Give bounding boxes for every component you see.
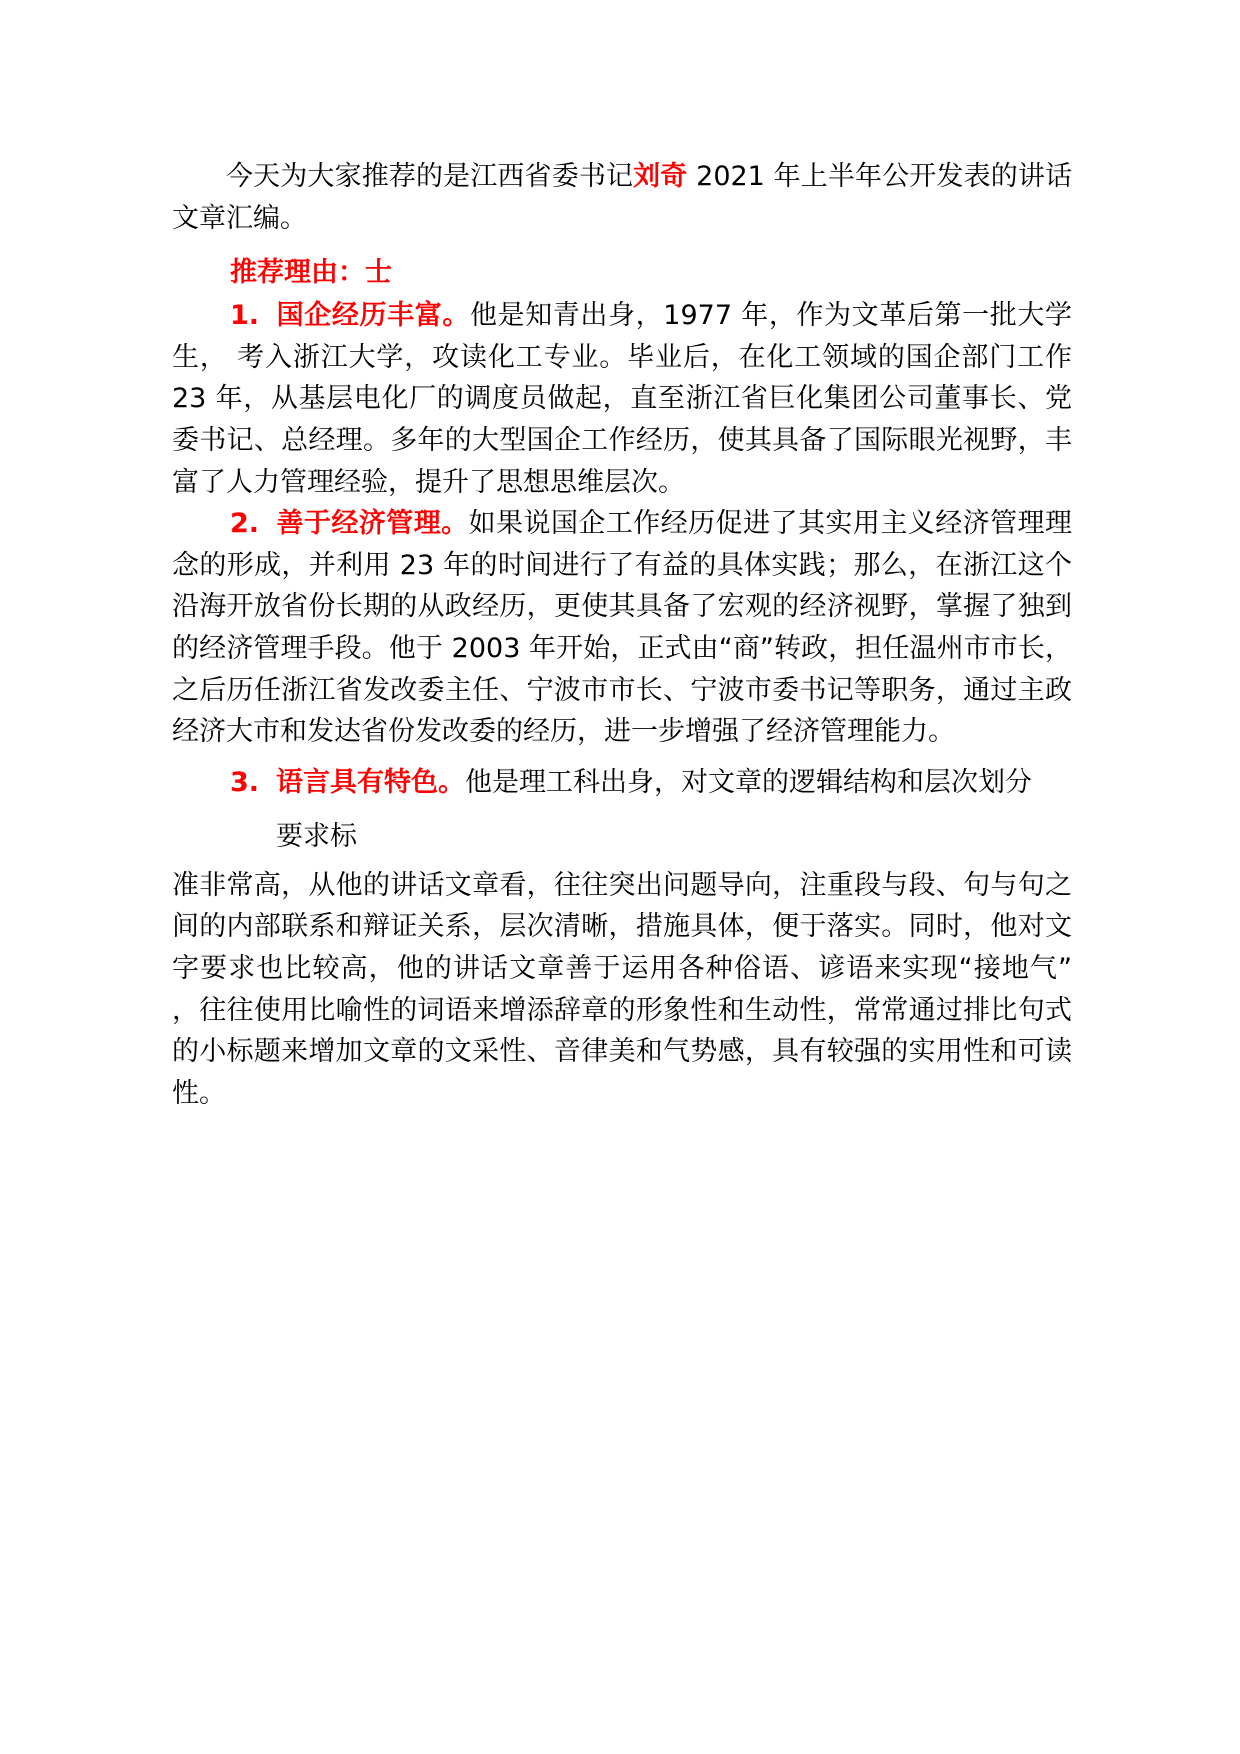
intro-text-after: 2021 年上半年公开发表的讲话文章汇编。	[172, 161, 1072, 234]
item-body: 他是知青出身，1977 年，作为文革后第一批大学生， 考入浙江大学，攻读化工专业。毕业后，在化工领域的国企部门工作 23 年，从基层电化厂的调度员做起，直至浙江省巨化集团公司董事长、党委书记、总经理。多年的大型国企工作经历，使其具备了国际眼光视野，丰富了人力管理经验，提升了思想思维层次。	[172, 300, 1073, 498]
item-first-line	[172, 761, 1072, 805]
list-item	[172, 761, 1072, 1115]
item-title: 国企经历丰富。	[276, 300, 470, 332]
item-number: 3.	[230, 766, 260, 798]
item-body: 如果说国企工作经历促进了其实用主义经济管理理念的形成，并利用 23 年的时间进行了有益的具体实践；那么，在浙江这个沿海开放省份长期的从政经历，更使其具备了宏观的经济视野，掌握了独到的经济管理手段。他于 2003 年开始，正式由“商”转政，担任温州市市长，之后历任浙江省发改委主任、宁波市市长、宁波市委书记等职务，通过主政经济大市和发达省份发改委的经历，进一步增强了经济管理能力。	[172, 508, 1073, 748]
item-title: 语言具有特色。	[276, 766, 465, 798]
item-title: 善于经济管理。	[276, 508, 469, 540]
intro-text-before: 今天为大家推荐的是江西省委书记	[226, 161, 634, 192]
highlighted-name: 刘奇	[633, 161, 688, 192]
list-item	[172, 503, 1072, 753]
document-body	[172, 156, 1072, 1114]
item-number: 1.	[230, 300, 260, 332]
item-body-rest: 准非常高，从他的讲话文章看，往往突出问题导向，注重段与段、句与句之间的内部联系和辩证关系，层次清晰，措施具体，便于落实。同时，他对文字要求也比较高，他的讲话文章善于运用各种俗语、谚语来实现“接地气” ，往往使用比喻性的词语来增添辞章的形象性和生动性，常常通过排比句式的小标题来增加文章的文采性、音律美和气势感，具有较强的实用性和可读性。	[172, 869, 1072, 1109]
list-item	[172, 295, 1072, 503]
item-body-sub-line: 要求标	[276, 820, 357, 852]
item-number: 2.	[230, 508, 260, 540]
reason-heading: 推荐理由：士	[230, 257, 392, 289]
item-body-first-line: 他是理工科出身，对文章的逻辑结构和层次划分	[465, 766, 1032, 798]
intro-paragraph	[172, 156, 1072, 239]
